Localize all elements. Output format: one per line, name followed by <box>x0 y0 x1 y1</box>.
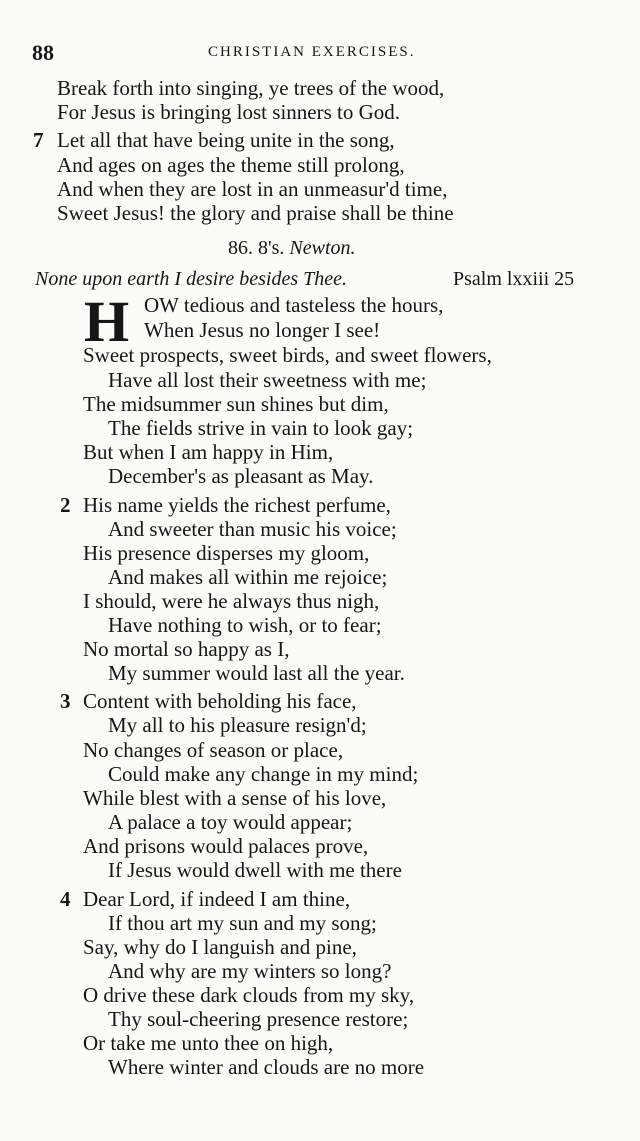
verse-line: Thy soul-cheering presence restore; <box>108 1007 409 1031</box>
verse-line: I should, were he always thus nigh, <box>83 589 380 613</box>
hymn-heading <box>228 237 356 260</box>
verse-line: Say, why do I languish and pine, <box>83 935 357 959</box>
verse-line: His name yields the richest perfume, <box>83 493 391 517</box>
verse-line: Sweet prospects, sweet birds, and sweet flowers, <box>83 343 492 367</box>
verse-line: Content with beholding his face, <box>83 689 357 713</box>
verse-line: Have nothing to wish, or to fear; <box>108 613 382 637</box>
verse-line: Break forth into singing, ye trees of the wood, <box>57 76 445 100</box>
page-number: 88 <box>32 40 54 65</box>
verse-line: Let all that have being unite in the song, <box>57 128 395 152</box>
verse-line: Sweet Jesus! the glory and praise shall be thine <box>57 201 454 225</box>
stanza-number: 4 <box>60 887 71 911</box>
verse-line: And prisons would palaces prove, <box>83 834 369 858</box>
hymn-number: 86. <box>228 237 253 259</box>
verse-line: No mortal so happy as I, <box>83 637 290 661</box>
verse-line: If thou art my sun and my song; <box>108 911 377 935</box>
stanza-number: 3 <box>60 689 71 713</box>
verse-line: And makes all within me rejoice; <box>108 565 388 589</box>
verse-line: Have all lost their sweetness with me; <box>108 368 427 392</box>
verse-line: My all to his pleasure resign'd; <box>108 713 367 737</box>
verse-line: December's as pleasant as May. <box>108 464 374 488</box>
verse-line: If Jesus would dwell with me there <box>108 858 402 882</box>
verse-line: The fields strive in vain to look gay; <box>108 416 414 440</box>
verse-line: The midsummer sun shines but dim, <box>83 392 389 416</box>
hymn-subtitle <box>35 268 575 291</box>
verse-line: And sweeter than music his voice; <box>108 517 397 541</box>
verse-line: O drive these dark clouds from my sky, <box>83 983 415 1007</box>
verse-line: No changes of season or place, <box>83 738 344 762</box>
verse-line: OW tedious and tasteless the hours, <box>144 293 444 317</box>
page-header <box>32 40 592 70</box>
verse-line: My summer would last all the year. <box>108 661 405 685</box>
verse-line: And ages on ages the theme still prolong, <box>57 153 405 177</box>
verse-line: And why are my winters so long? <box>108 959 392 983</box>
stanza-number: 7 <box>33 128 44 152</box>
verse-line: When Jesus no longer I see! <box>144 318 381 342</box>
verse-line: A palace a toy would appear; <box>108 810 353 834</box>
running-title: CHRISTIAN EXERCISES. <box>208 44 416 60</box>
verse-line: Dear Lord, if indeed I am thine, <box>83 887 351 911</box>
hymn-theme: None upon earth I desire besides Thee. <box>35 268 347 290</box>
scripture-reference: Psalm lxxiii 25 <box>453 268 575 290</box>
verse-line: Where winter and clouds are no more <box>108 1055 425 1079</box>
verse-line: For Jesus is bringing lost sinners to God. <box>57 100 401 124</box>
verse-line: Or take me unto thee on high, <box>83 1031 334 1055</box>
verse-line: His presence disperses my gloom, <box>83 541 370 565</box>
stanza-number: 2 <box>60 493 71 517</box>
verse-line: While blest with a sense of his love, <box>83 786 387 810</box>
verse-line: Could make any change in my mind; <box>108 762 419 786</box>
hymn-meter: 8's. <box>258 237 285 259</box>
verse-line: But when I am happy in Him, <box>83 440 334 464</box>
drop-cap: H <box>84 289 129 354</box>
verse-line: And when they are lost in an unmeasur'd time, <box>57 177 448 201</box>
hymn-tune: Newton. <box>289 237 356 259</box>
